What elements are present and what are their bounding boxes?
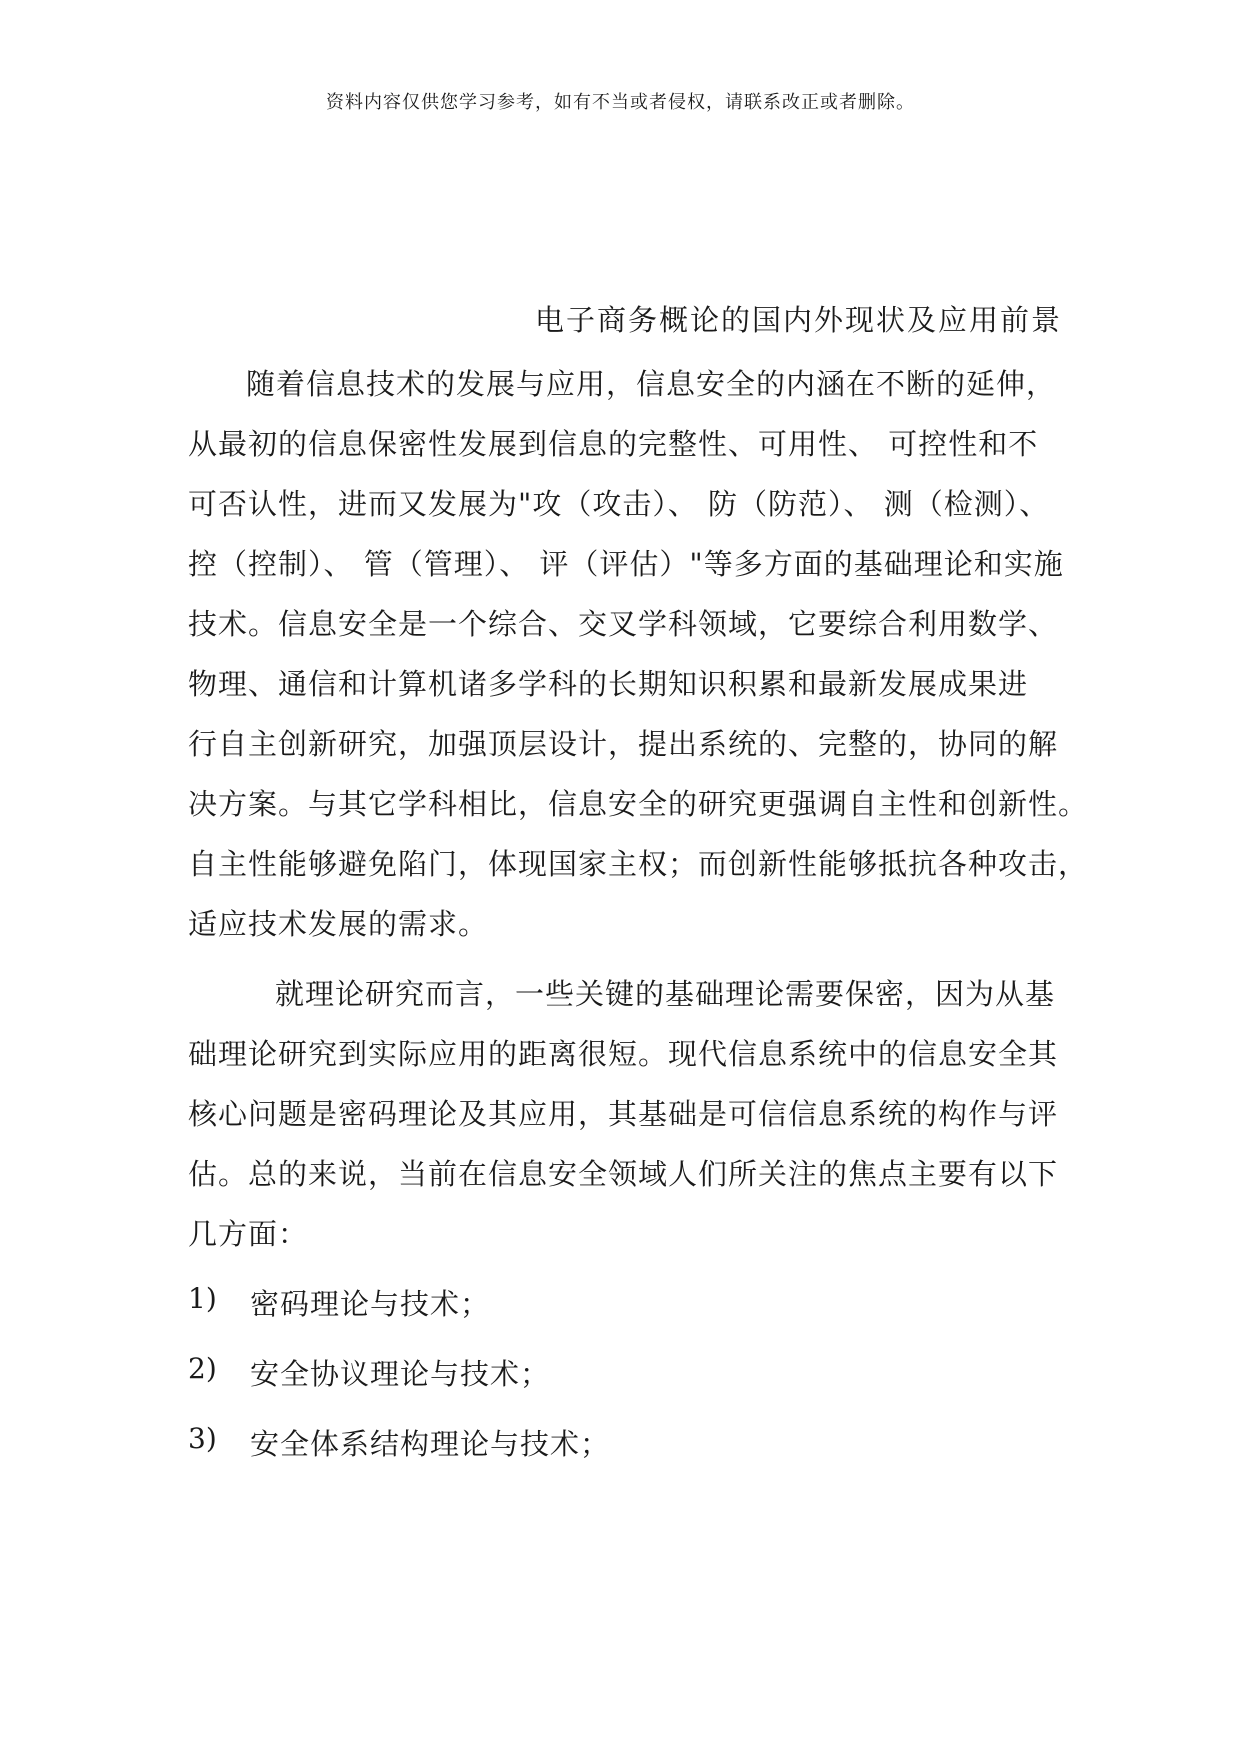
list-number: 1) bbox=[188, 1282, 217, 1315]
paragraph-line: 可否认性，进而又发展为"攻（攻击）、 防（防范）、 测（检测）、 bbox=[188, 487, 1050, 521]
list-text: 安全协议理论与技术； bbox=[250, 1357, 551, 1391]
paragraph-line: 核心问题是密码理论及其应用，其基础是可信信息系统的构作与评 bbox=[188, 1097, 1059, 1131]
list-number: 3) bbox=[188, 1422, 217, 1455]
paragraph-line: 技术。信息安全是一个综合、交叉学科领域，它要综合利用数学、 bbox=[188, 607, 1059, 641]
list-number: 2) bbox=[188, 1352, 217, 1385]
document-title: 电子商务概论的国内外现状及应用前景 bbox=[535, 303, 1063, 337]
list-text: 安全体系结构理论与技术； bbox=[250, 1427, 611, 1461]
paragraph-line: 就理论研究而言，一些关键的基础理论需要保密，因为从基 bbox=[275, 977, 1056, 1011]
paragraph-line: 随着信息技术的发展与应用，信息安全的内涵在不断的延伸， bbox=[246, 367, 1057, 401]
paragraph-line: 几方面： bbox=[188, 1217, 309, 1251]
paragraph-line: 决方案。与其它学科相比，信息安全的研究更强调自主性和创新性。 bbox=[188, 787, 1089, 821]
paragraph-line: 础理论研究到实际应用的距离很短。现代信息系统中的信息安全其 bbox=[188, 1037, 1059, 1071]
paragraph-line: 控（控制）、 管（管理）、 评（评估）"等多方面的基础理论和实施 bbox=[188, 547, 1064, 581]
paragraph-line: 从最初的信息保密性发展到信息的完整性、可用性、 可控性和不 bbox=[188, 427, 1039, 461]
list-text: 密码理论与技术； bbox=[250, 1287, 491, 1321]
paragraph-line: 物理、通信和计算机诸多学科的长期知识积累和最新发展成果进 bbox=[188, 667, 1029, 701]
paragraph-line: 行自主创新研究，加强顶层设计，提出系统的、完整的，协同的解 bbox=[188, 727, 1059, 761]
paragraph-line: 适应技术发展的需求。 bbox=[188, 907, 489, 941]
paragraph-line: 自主性能够避免陷门，体现国家主权；而创新性能够抵抗各种攻击， bbox=[188, 847, 1089, 881]
paragraph-line: 估。总的来说，当前在信息安全领域人们所关注的焦点主要有以下 bbox=[188, 1157, 1059, 1191]
header-note: 资料内容仅供您学习参考，如有不当或者侵权，请联系改正或者删除。 bbox=[326, 92, 915, 113]
